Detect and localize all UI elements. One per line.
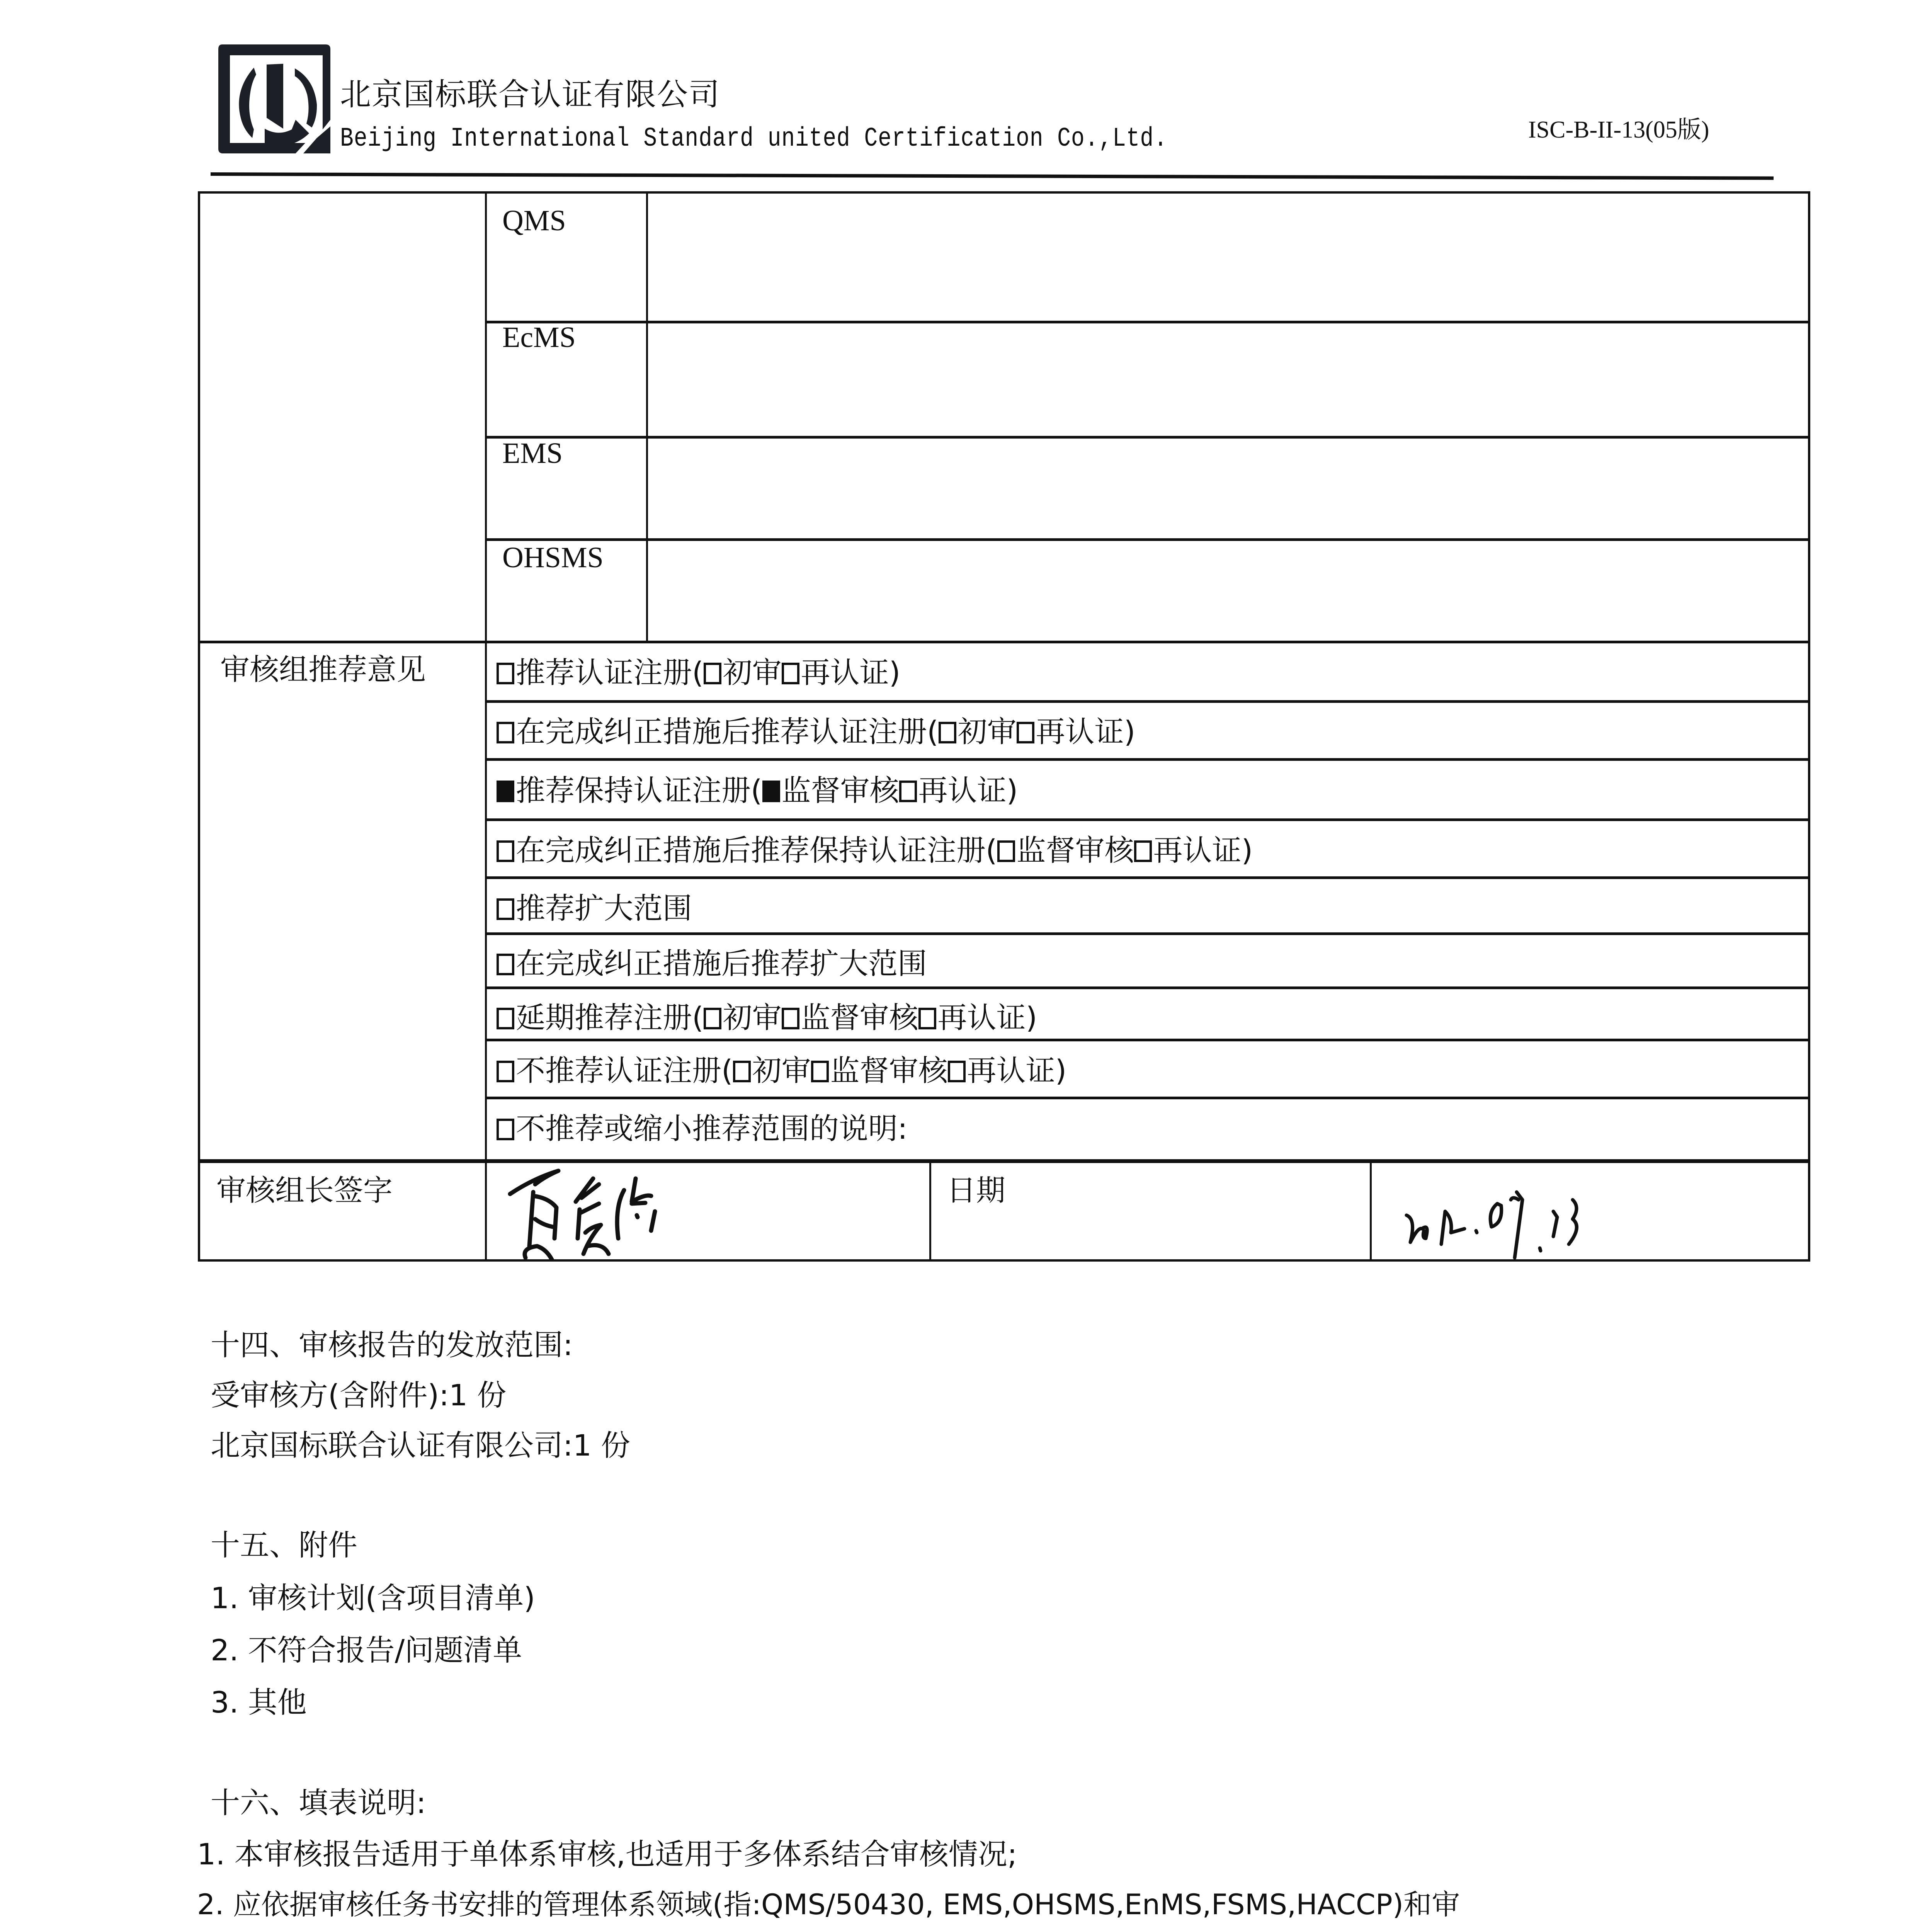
recommendation-option-label: 推荐认证注册( — [516, 655, 704, 690]
recommendation-option — [497, 767, 1018, 809]
system-label-ohsms: OHSMS — [502, 541, 604, 574]
recommendation-option-label: 初审 — [752, 1053, 811, 1088]
recommendation-option — [497, 940, 927, 982]
checkbox[interactable] — [782, 1008, 799, 1029]
table-row-divider — [485, 876, 1810, 879]
header-divider — [211, 172, 1774, 180]
document-code: ISC-B-II-13(05版) — [1528, 117, 1709, 143]
checkbox[interactable] — [899, 781, 917, 802]
distribution-line: 受审核方(含附件):1 份 — [211, 1378, 507, 1412]
recommendation-option-label: 初审 — [723, 655, 782, 690]
distribution-line: 北京国标联合认证有限公司:1 份 — [211, 1428, 631, 1463]
checkbox[interactable] — [997, 840, 1015, 862]
table-column-divider — [929, 1161, 931, 1262]
recommendation-option-label: 在完成纠正措施后推荐认证注册( — [516, 714, 939, 749]
system-label-ecms: EcMS — [502, 321, 576, 354]
company-logo-icon — [211, 37, 338, 158]
recommendation-option — [497, 1105, 908, 1147]
checkbox[interactable] — [497, 1008, 514, 1029]
table-row-divider — [485, 758, 1810, 761]
instruction-line: 2. 应依据审核任务书安排的管理体系领域(指:QMS/50430, EMS,OHSMS,EnMS,FSMS,HACCP)和审 — [197, 1888, 1460, 1921]
checkbox[interactable] — [733, 1061, 751, 1082]
recommendation-option — [497, 827, 1253, 869]
handwritten-date — [1387, 1161, 1696, 1262]
attachment-item: 1. 审核计划(含项目清单) — [211, 1581, 535, 1615]
table-row-divider — [485, 818, 1810, 821]
company-name-en: Beijing International Standard united Certification Co.,Ltd. — [340, 124, 1168, 154]
checkbox[interactable] — [782, 663, 799, 684]
checkbox[interactable] — [1017, 722, 1034, 743]
instructions-title: 十六、填表说明: — [211, 1786, 426, 1820]
table-row-divider — [485, 538, 1810, 541]
recommendation-option — [497, 885, 692, 927]
recommendation-option-label: 监督审核 — [801, 1000, 918, 1035]
table-row-divider — [485, 932, 1810, 935]
checkbox[interactable] — [497, 1061, 514, 1082]
table-row-divider — [485, 436, 1810, 439]
recommendation-option-label: 在完成纠正措施后推荐扩大范围 — [516, 946, 927, 981]
recommendation-option-label: 不推荐认证注册( — [516, 1053, 733, 1088]
recommendation-option-label: 监督审核 — [830, 1053, 948, 1088]
checkbox[interactable] — [918, 1008, 936, 1029]
recommendation-option-label: 再认证) — [1153, 833, 1253, 867]
table-row-divider — [485, 321, 1810, 323]
recommendation-option-label: 推荐保持认证注册( — [516, 773, 762, 808]
recommendation-option — [497, 1047, 1066, 1089]
checkbox[interactable] — [811, 1061, 829, 1082]
instruction-line: 1. 本审核报告适用于单体系审核,也适用于多体系结合审核情况; — [197, 1837, 1017, 1871]
recommendation-option-label: 再认证) — [967, 1053, 1067, 1088]
checkbox[interactable] — [497, 722, 514, 743]
attachment-item: 2. 不符合报告/问题清单 — [211, 1633, 522, 1667]
recommendation-option-label: 推荐扩大范围 — [516, 891, 692, 925]
checkbox-checked[interactable] — [762, 781, 780, 802]
table-column-divider — [646, 191, 648, 641]
recommendation-option-label: 再认证) — [801, 655, 901, 690]
date-label: 日期 — [947, 1173, 1005, 1208]
table-column-divider — [1370, 1161, 1372, 1262]
checkbox[interactable] — [497, 663, 514, 684]
recommendation-option — [497, 649, 900, 691]
checkbox[interactable] — [497, 954, 514, 975]
recommendation-label: 审核组推荐意见 — [220, 652, 426, 687]
distribution-title: 十四、审核报告的发放范围: — [211, 1328, 573, 1362]
table-column-divider — [485, 191, 487, 1262]
recommendation-option-label: 再认证) — [1036, 714, 1136, 749]
checkbox[interactable] — [704, 663, 721, 684]
table-row-divider — [485, 986, 1810, 989]
table-row-divider — [485, 1039, 1810, 1041]
system-label-ems: EMS — [502, 437, 563, 469]
recommendation-option-label: 监督审核 — [1016, 833, 1134, 867]
recommendation-option-label: 再认证) — [918, 773, 1018, 808]
recommendation-option — [497, 994, 1037, 1036]
checkbox[interactable] — [497, 1119, 514, 1140]
recommendation-option-label: 初审 — [957, 714, 1017, 749]
recommendation-option-label: 监督审核 — [781, 773, 899, 808]
checkbox[interactable] — [939, 722, 956, 743]
recommendation-option-label: 不推荐或缩小推荐范围的说明: — [516, 1111, 908, 1146]
attachment-item: 3. 其他 — [211, 1685, 307, 1719]
table-row-divider — [485, 700, 1810, 703]
checkbox[interactable] — [1134, 840, 1152, 862]
system-label-qms: QMS — [502, 204, 566, 237]
recommendation-option-label: 在完成纠正措施后推荐保持认证注册( — [516, 833, 997, 867]
recommendation-option-label: 延期推荐注册( — [516, 1000, 704, 1035]
recommendation-option-label: 再认证) — [937, 1000, 1037, 1035]
checkbox-checked[interactable] — [497, 781, 514, 802]
checkbox[interactable] — [497, 898, 514, 920]
table-row-divider — [198, 641, 1810, 643]
table-row-divider — [485, 1097, 1810, 1099]
checkbox[interactable] — [948, 1061, 966, 1082]
checkbox[interactable] — [497, 840, 514, 862]
recommendation-option — [497, 708, 1135, 750]
company-name-cn: 北京国标联合认证有限公司 — [340, 77, 720, 112]
signature-label: 审核组长签字 — [216, 1173, 393, 1208]
handwritten-signature — [498, 1161, 723, 1262]
checkbox[interactable] — [704, 1008, 721, 1029]
recommendation-option-label: 初审 — [723, 1000, 782, 1035]
attachments-title: 十五、附件 — [211, 1528, 357, 1562]
